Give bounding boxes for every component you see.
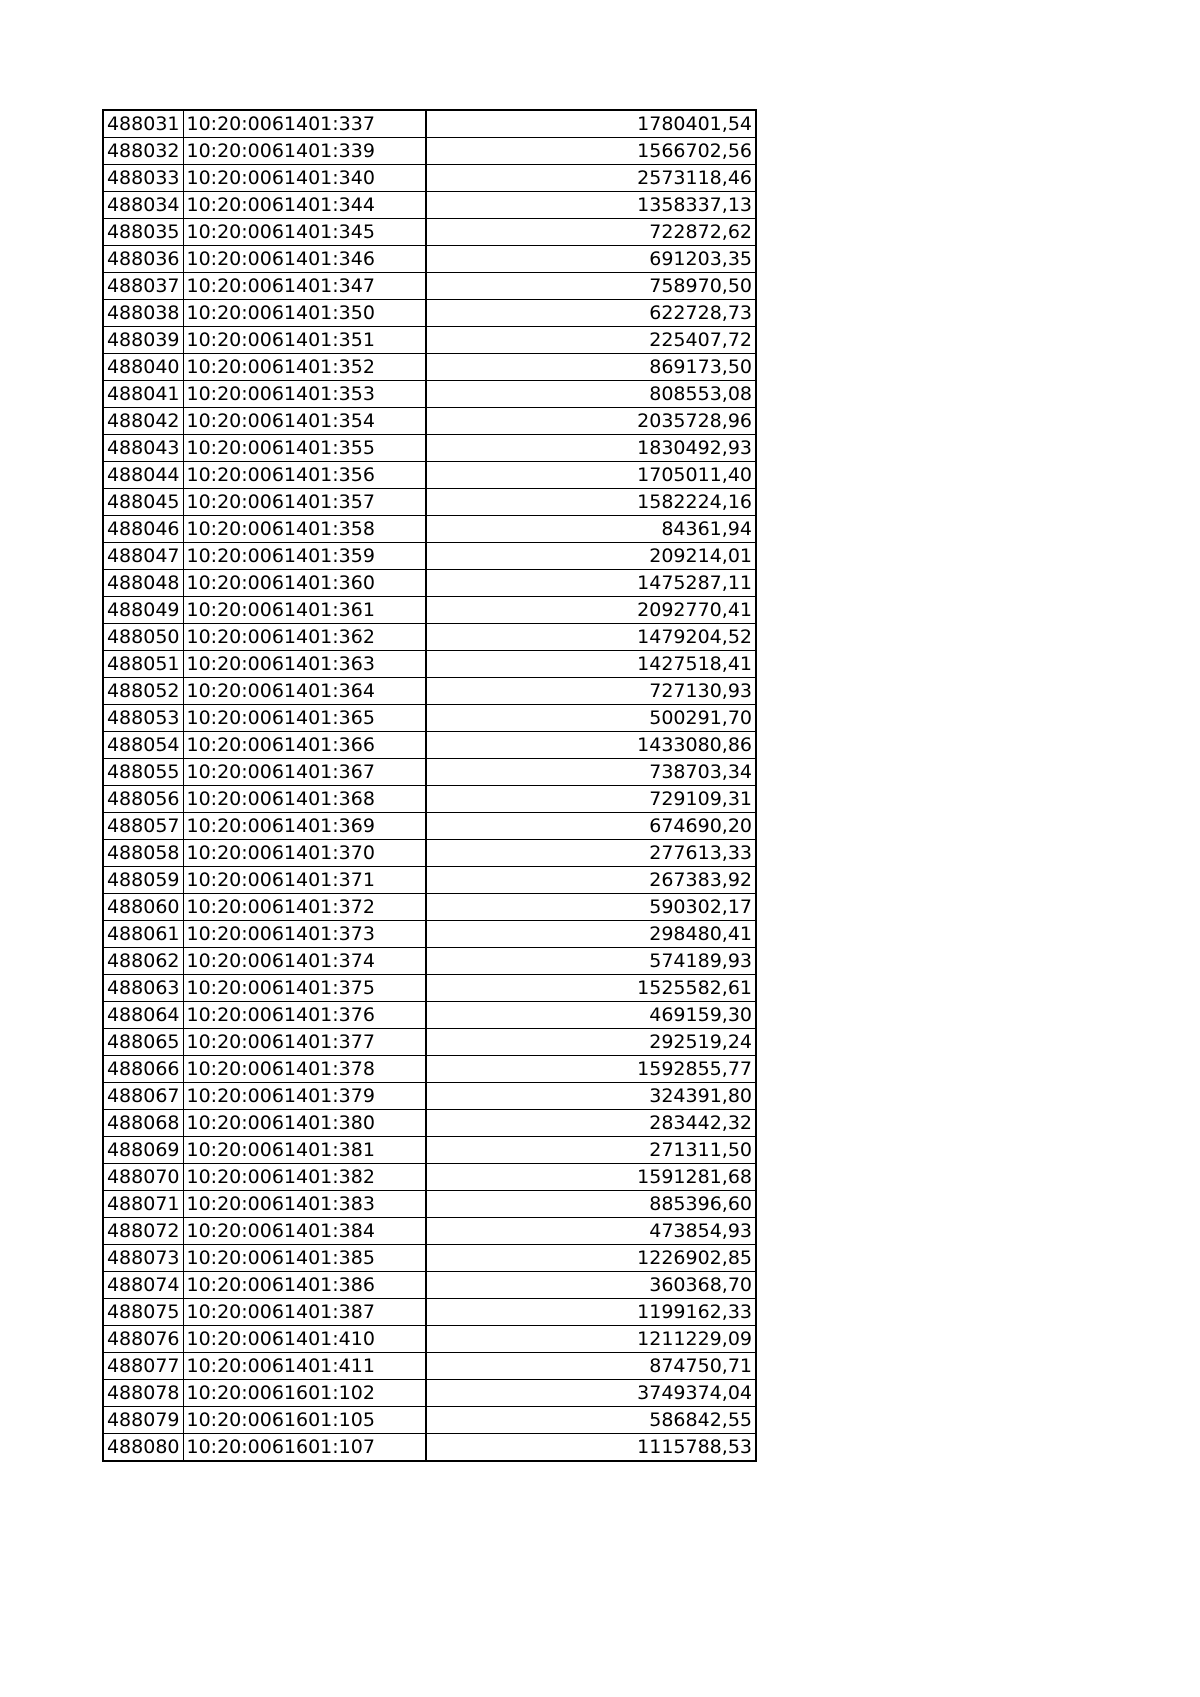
cadastral-value-cell: 885396,60 — [426, 1191, 756, 1218]
cadastral-value-cell: 267383,92 — [426, 867, 756, 894]
table-row — [103, 1056, 756, 1083]
cadastral-value-cell: 360368,70 — [426, 1272, 756, 1299]
row-number-cell: 488039 — [103, 327, 183, 354]
row-number-cell: 488080 — [103, 1434, 183, 1462]
cadastral-number-cell: 10:20:0061401:339 — [183, 138, 426, 165]
row-number-cell: 488037 — [103, 273, 183, 300]
table-row — [103, 192, 756, 219]
cadastral-value-cell: 469159,30 — [426, 1002, 756, 1029]
row-number-cell: 488072 — [103, 1218, 183, 1245]
cadastral-number-cell: 10:20:0061401:411 — [183, 1353, 426, 1380]
table-row — [103, 165, 756, 192]
cadastral-value-cell: 1211229,09 — [426, 1326, 756, 1353]
cadastral-number-cell: 10:20:0061401:354 — [183, 408, 426, 435]
cadastral-value-cell: 1830492,93 — [426, 435, 756, 462]
row-number-cell: 488068 — [103, 1110, 183, 1137]
cadastral-number-cell: 10:20:0061401:353 — [183, 381, 426, 408]
table-row — [103, 381, 756, 408]
row-number-cell: 488036 — [103, 246, 183, 273]
cadastral-number-cell: 10:20:0061401:346 — [183, 246, 426, 273]
row-number-cell: 488042 — [103, 408, 183, 435]
table-row — [103, 597, 756, 624]
row-number-cell: 488048 — [103, 570, 183, 597]
table-row — [103, 246, 756, 273]
table-row — [103, 1137, 756, 1164]
row-number-cell: 488074 — [103, 1272, 183, 1299]
cadastral-number-cell: 10:20:0061401:384 — [183, 1218, 426, 1245]
table-row — [103, 1164, 756, 1191]
cadastral-value-cell: 1358337,13 — [426, 192, 756, 219]
table-row — [103, 759, 756, 786]
cadastral-value-cell: 1591281,68 — [426, 1164, 756, 1191]
row-number-cell: 488044 — [103, 462, 183, 489]
row-number-cell: 488043 — [103, 435, 183, 462]
row-number-cell: 488046 — [103, 516, 183, 543]
table-row — [103, 705, 756, 732]
table-row — [103, 840, 756, 867]
cadastral-value-cell: 1566702,56 — [426, 138, 756, 165]
table-row — [103, 1110, 756, 1137]
cadastral-value-cell: 674690,20 — [426, 813, 756, 840]
cadastral-number-cell: 10:20:0061401:382 — [183, 1164, 426, 1191]
cadastral-number-cell: 10:20:0061401:347 — [183, 273, 426, 300]
cadastral-number-cell: 10:20:0061401:356 — [183, 462, 426, 489]
row-number-cell: 488079 — [103, 1407, 183, 1434]
row-number-cell: 488050 — [103, 624, 183, 651]
cadastral-number-cell: 10:20:0061601:102 — [183, 1380, 426, 1407]
table-row — [103, 110, 756, 138]
row-number-cell: 488033 — [103, 165, 183, 192]
table-row — [103, 408, 756, 435]
cadastral-value-cell: 292519,24 — [426, 1029, 756, 1056]
row-number-cell: 488063 — [103, 975, 183, 1002]
row-number-cell: 488067 — [103, 1083, 183, 1110]
cadastral-value-cell: 283442,32 — [426, 1110, 756, 1137]
table-row — [103, 1191, 756, 1218]
cadastral-value-cell: 324391,80 — [426, 1083, 756, 1110]
table-row — [103, 435, 756, 462]
row-number-cell: 488038 — [103, 300, 183, 327]
cadastral-value-cell: 2573118,46 — [426, 165, 756, 192]
table-row — [103, 678, 756, 705]
row-number-cell: 488034 — [103, 192, 183, 219]
row-number-cell: 488045 — [103, 489, 183, 516]
table-row — [103, 786, 756, 813]
cadastral-value-cell: 691203,35 — [426, 246, 756, 273]
cadastral-value-cell: 1433080,86 — [426, 732, 756, 759]
cadastral-value-cell: 758970,50 — [426, 273, 756, 300]
row-number-cell: 488066 — [103, 1056, 183, 1083]
table-row — [103, 1299, 756, 1326]
cadastral-number-cell: 10:20:0061401:367 — [183, 759, 426, 786]
table-body — [103, 110, 756, 1461]
cadastral-number-cell: 10:20:0061401:374 — [183, 948, 426, 975]
row-number-cell: 488054 — [103, 732, 183, 759]
row-number-cell: 488077 — [103, 1353, 183, 1380]
table-row — [103, 273, 756, 300]
table-row — [103, 813, 756, 840]
row-number-cell: 488058 — [103, 840, 183, 867]
cadastral-value-cell: 1592855,77 — [426, 1056, 756, 1083]
cadastral-value-cell: 1199162,33 — [426, 1299, 756, 1326]
cadastral-value-cell: 1479204,52 — [426, 624, 756, 651]
cadastral-number-cell: 10:20:0061401:383 — [183, 1191, 426, 1218]
table-row — [103, 219, 756, 246]
row-number-cell: 488031 — [103, 110, 183, 138]
cadastral-number-cell: 10:20:0061401:372 — [183, 894, 426, 921]
cadastral-number-cell: 10:20:0061401:373 — [183, 921, 426, 948]
row-number-cell: 488040 — [103, 354, 183, 381]
row-number-cell: 488055 — [103, 759, 183, 786]
cadastral-number-cell: 10:20:0061401:379 — [183, 1083, 426, 1110]
cadastral-number-cell: 10:20:0061401:378 — [183, 1056, 426, 1083]
row-number-cell: 488075 — [103, 1299, 183, 1326]
row-number-cell: 488059 — [103, 867, 183, 894]
cadastral-value-cell: 277613,33 — [426, 840, 756, 867]
cadastral-value-cell: 2035728,96 — [426, 408, 756, 435]
cadastral-value-cell: 1427518,41 — [426, 651, 756, 678]
table-row — [103, 1434, 756, 1462]
row-number-cell: 488070 — [103, 1164, 183, 1191]
cadastral-number-cell: 10:20:0061401:366 — [183, 732, 426, 759]
cadastral-value-cell: 1525582,61 — [426, 975, 756, 1002]
cadastral-value-cell: 1705011,40 — [426, 462, 756, 489]
table-row — [103, 975, 756, 1002]
cadastral-value-cell: 590302,17 — [426, 894, 756, 921]
cadastral-number-cell: 10:20:0061401:363 — [183, 651, 426, 678]
table-row — [103, 570, 756, 597]
cadastral-number-cell: 10:20:0061601:105 — [183, 1407, 426, 1434]
table-row — [103, 948, 756, 975]
cadastral-value-cell: 1582224,16 — [426, 489, 756, 516]
cadastral-number-cell: 10:20:0061401:387 — [183, 1299, 426, 1326]
table-row — [103, 624, 756, 651]
table-row — [103, 1218, 756, 1245]
table-row — [103, 732, 756, 759]
cadastral-number-cell: 10:20:0061401:365 — [183, 705, 426, 732]
table-row — [103, 327, 756, 354]
table-row — [103, 867, 756, 894]
cadastral-number-cell: 10:20:0061401:337 — [183, 110, 426, 138]
row-number-cell: 488041 — [103, 381, 183, 408]
row-number-cell: 488052 — [103, 678, 183, 705]
cadastral-number-cell: 10:20:0061401:370 — [183, 840, 426, 867]
row-number-cell: 488073 — [103, 1245, 183, 1272]
row-number-cell: 488060 — [103, 894, 183, 921]
cadastral-value-cell: 271311,50 — [426, 1137, 756, 1164]
cadastral-value-cell: 722872,62 — [426, 219, 756, 246]
row-number-cell: 488064 — [103, 1002, 183, 1029]
cadastral-value-cell: 473854,93 — [426, 1218, 756, 1245]
table-row — [103, 354, 756, 381]
cadastral-number-cell: 10:20:0061401:371 — [183, 867, 426, 894]
cadastral-number-cell: 10:20:0061401:352 — [183, 354, 426, 381]
table-row — [103, 1245, 756, 1272]
table-row — [103, 543, 756, 570]
row-number-cell: 488051 — [103, 651, 183, 678]
cadastral-number-cell: 10:20:0061401:375 — [183, 975, 426, 1002]
cadastral-number-cell: 10:20:0061401:344 — [183, 192, 426, 219]
row-number-cell: 488071 — [103, 1191, 183, 1218]
cadastral-value-cell: 574189,93 — [426, 948, 756, 975]
cadastral-number-cell: 10:20:0061401:345 — [183, 219, 426, 246]
table-row — [103, 462, 756, 489]
cadastral-value-cell: 1115788,53 — [426, 1434, 756, 1462]
cadastral-number-cell: 10:20:0061401:340 — [183, 165, 426, 192]
row-number-cell: 488057 — [103, 813, 183, 840]
table-row — [103, 138, 756, 165]
cadastral-number-cell: 10:20:0061401:358 — [183, 516, 426, 543]
cadastral-value-cell: 500291,70 — [426, 705, 756, 732]
row-number-cell: 488078 — [103, 1380, 183, 1407]
cadastral-number-cell: 10:20:0061401:377 — [183, 1029, 426, 1056]
row-number-cell: 488069 — [103, 1137, 183, 1164]
table-row — [103, 300, 756, 327]
cadastral-value-cell: 729109,31 — [426, 786, 756, 813]
row-number-cell: 488053 — [103, 705, 183, 732]
cadastral-value-cell: 225407,72 — [426, 327, 756, 354]
cadastral-value-cell: 738703,34 — [426, 759, 756, 786]
table-row — [103, 921, 756, 948]
table-row — [103, 1326, 756, 1353]
row-number-cell: 488061 — [103, 921, 183, 948]
cadastral-number-cell: 10:20:0061401:368 — [183, 786, 426, 813]
table-row — [103, 489, 756, 516]
cadastral-value-cell: 298480,41 — [426, 921, 756, 948]
row-number-cell: 488049 — [103, 597, 183, 624]
cadastral-number-cell: 10:20:0061401:360 — [183, 570, 426, 597]
cadastral-value-cell: 2092770,41 — [426, 597, 756, 624]
table-row — [103, 1029, 756, 1056]
cadastral-number-cell: 10:20:0061401:385 — [183, 1245, 426, 1272]
cadastral-number-cell: 10:20:0061401:357 — [183, 489, 426, 516]
cadastral-number-cell: 10:20:0061401:362 — [183, 624, 426, 651]
cadastral-number-cell: 10:20:0061401:369 — [183, 813, 426, 840]
cadastral-number-cell: 10:20:0061401:351 — [183, 327, 426, 354]
cadastral-value-cell: 209214,01 — [426, 543, 756, 570]
cadastral-value-cell: 874750,71 — [426, 1353, 756, 1380]
cadastral-number-cell: 10:20:0061401:355 — [183, 435, 426, 462]
cadastral-value-table — [102, 109, 757, 1462]
table-row — [103, 651, 756, 678]
table-row — [103, 1407, 756, 1434]
cadastral-number-cell: 10:20:0061401:386 — [183, 1272, 426, 1299]
cadastral-value-cell: 3749374,04 — [426, 1380, 756, 1407]
row-number-cell: 488065 — [103, 1029, 183, 1056]
row-number-cell: 488032 — [103, 138, 183, 165]
table-row — [103, 516, 756, 543]
cadastral-value-cell: 727130,93 — [426, 678, 756, 705]
cadastral-number-cell: 10:20:0061601:107 — [183, 1434, 426, 1462]
row-number-cell: 488047 — [103, 543, 183, 570]
cadastral-value-cell: 808553,08 — [426, 381, 756, 408]
cadastral-number-cell: 10:20:0061401:359 — [183, 543, 426, 570]
row-number-cell: 488062 — [103, 948, 183, 975]
cadastral-value-cell: 1475287,11 — [426, 570, 756, 597]
table-row — [103, 1353, 756, 1380]
cadastral-value-cell: 84361,94 — [426, 516, 756, 543]
cadastral-value-cell: 1780401,54 — [426, 110, 756, 138]
cadastral-number-cell: 10:20:0061401:361 — [183, 597, 426, 624]
table-row — [103, 1083, 756, 1110]
table-row — [103, 894, 756, 921]
cadastral-value-cell: 1226902,85 — [426, 1245, 756, 1272]
table-row — [103, 1380, 756, 1407]
row-number-cell: 488035 — [103, 219, 183, 246]
cadastral-number-cell: 10:20:0061401:350 — [183, 300, 426, 327]
cadastral-number-cell: 10:20:0061401:364 — [183, 678, 426, 705]
cadastral-number-cell: 10:20:0061401:381 — [183, 1137, 426, 1164]
cadastral-number-cell: 10:20:0061401:376 — [183, 1002, 426, 1029]
cadastral-value-cell: 622728,73 — [426, 300, 756, 327]
table-row — [103, 1272, 756, 1299]
table-row — [103, 1002, 756, 1029]
cadastral-number-cell: 10:20:0061401:380 — [183, 1110, 426, 1137]
cadastral-value-cell: 869173,50 — [426, 354, 756, 381]
cadastral-value-cell: 586842,55 — [426, 1407, 756, 1434]
row-number-cell: 488056 — [103, 786, 183, 813]
row-number-cell: 488076 — [103, 1326, 183, 1353]
cadastral-number-cell: 10:20:0061401:410 — [183, 1326, 426, 1353]
